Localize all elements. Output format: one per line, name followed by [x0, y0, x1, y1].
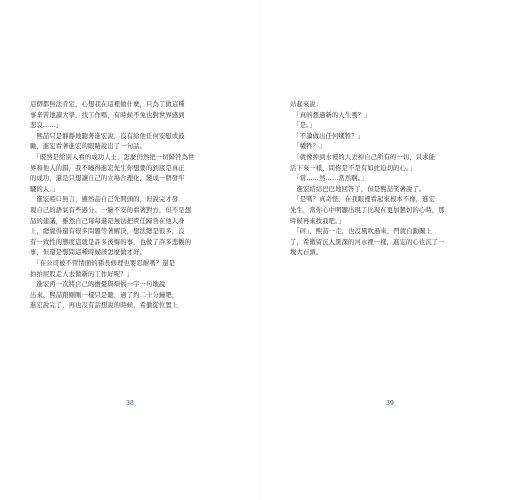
page-number: 39	[386, 400, 394, 407]
text-line: 了，希徽留沉入黑深的河水裡一樣，進宏的心也沉了一	[290, 238, 445, 246]
text-line: 「犧牲？」	[290, 143, 326, 151]
text-line: 拍拍屁股走人去做新的工作好呢？」	[30, 270, 134, 278]
text-line: 進宏結結巴巴地回答了，但是熙喆笑著說了。	[290, 185, 426, 193]
text-line: 悲哀……」	[30, 122, 63, 130]
book-gutter	[259, 0, 261, 500]
right-page-text	[290, 100, 490, 259]
text-line: 現自己的語氣有些過分。一臉不安的看著對方，但不是想	[30, 206, 192, 214]
text-line: 塊大石頭。	[290, 249, 323, 257]
text-line: 這個都無法肯定，心想我在這裡做什麼，只為了做這種	[30, 101, 185, 108]
text-line: 出來，熙喆跟剛剛一樣只是聽，過了約二十分鐘吧，	[30, 291, 179, 299]
text-line: 有一致性的態度這就是許多後悔的事，也做了許多悲觀的	[30, 238, 192, 246]
text-line: 的成功，還是只想讓自己的立場合理化，變成一個發牢	[30, 175, 185, 183]
text-line: 事，但還是想問這種時候該怎麼做才好。	[30, 249, 147, 257]
text-line: 進宏再一次將自己的擔憂與煩惱一字一句地說	[30, 281, 166, 289]
text-line: 「在公司被不管情面的孫長修理也要忍耐嗎？還是	[30, 259, 176, 267]
text-line: 時候再來找我吧。」	[290, 217, 345, 225]
text-line: 先生，當你心中明顯出現了比現在更加懇切的心時，那	[290, 206, 445, 214]
text-line: 「就像掉到水裡的人丟掉自己所有的一切，只求能	[290, 153, 436, 161]
text-line: 「真的想過新的人生嗎？」	[290, 111, 371, 119]
text-line: 熙喆只是靜靜地聽著進宏說，沒有給他任何安慰或鼓	[30, 132, 185, 140]
text-line: 騷的人。」	[30, 185, 60, 193]
text-line: 界和他人的錯，我不曉得進宏先生你想要的到底是真正	[30, 164, 185, 172]
text-line: 「不論做出任何犧牲？」	[290, 132, 365, 140]
text-line: 進宏說完了，再也沒有話想說的時候，希徽從位置上	[30, 302, 179, 310]
text-line: 「砰」，熙喆一走，也沒風吹過來，門就自動關上	[290, 228, 432, 236]
left-page-text	[30, 100, 230, 312]
text-line: 喆的建議，雖然自己每每還是無法把責任歸咎在他人身	[30, 217, 185, 225]
text-line: 上，總覺得還有很多問題等著解決，想法總是很多，沒	[30, 228, 185, 236]
text-line: 活下來一樣，問你是不是有如此迫切的心。」	[290, 164, 416, 172]
text-line: 勵，進宏看著進宏的眼睛說出了一句話。	[30, 143, 147, 151]
text-line: 事辛苦地讀大學，找工作嗎，有時候不免也對世界感到	[30, 111, 185, 119]
text-line: 「是嗎？真奇怪，在我眼裡看起來根本不像，進宏	[290, 196, 436, 204]
text-line: 「既然是給別人看的成功人士，怎麼仍然把一切歸咎為世	[30, 153, 195, 161]
text-line: 「當……然……當然啊。」	[290, 175, 368, 183]
text-line: 「是。」	[290, 122, 316, 130]
text-line: 進宏啞口無言，雖然喆自己先開頭的，但說完才發	[30, 196, 179, 204]
right-page	[290, 0, 490, 500]
left-page	[30, 0, 230, 500]
text-line: 站起來說：	[290, 101, 323, 108]
page-number: 38	[126, 400, 134, 407]
